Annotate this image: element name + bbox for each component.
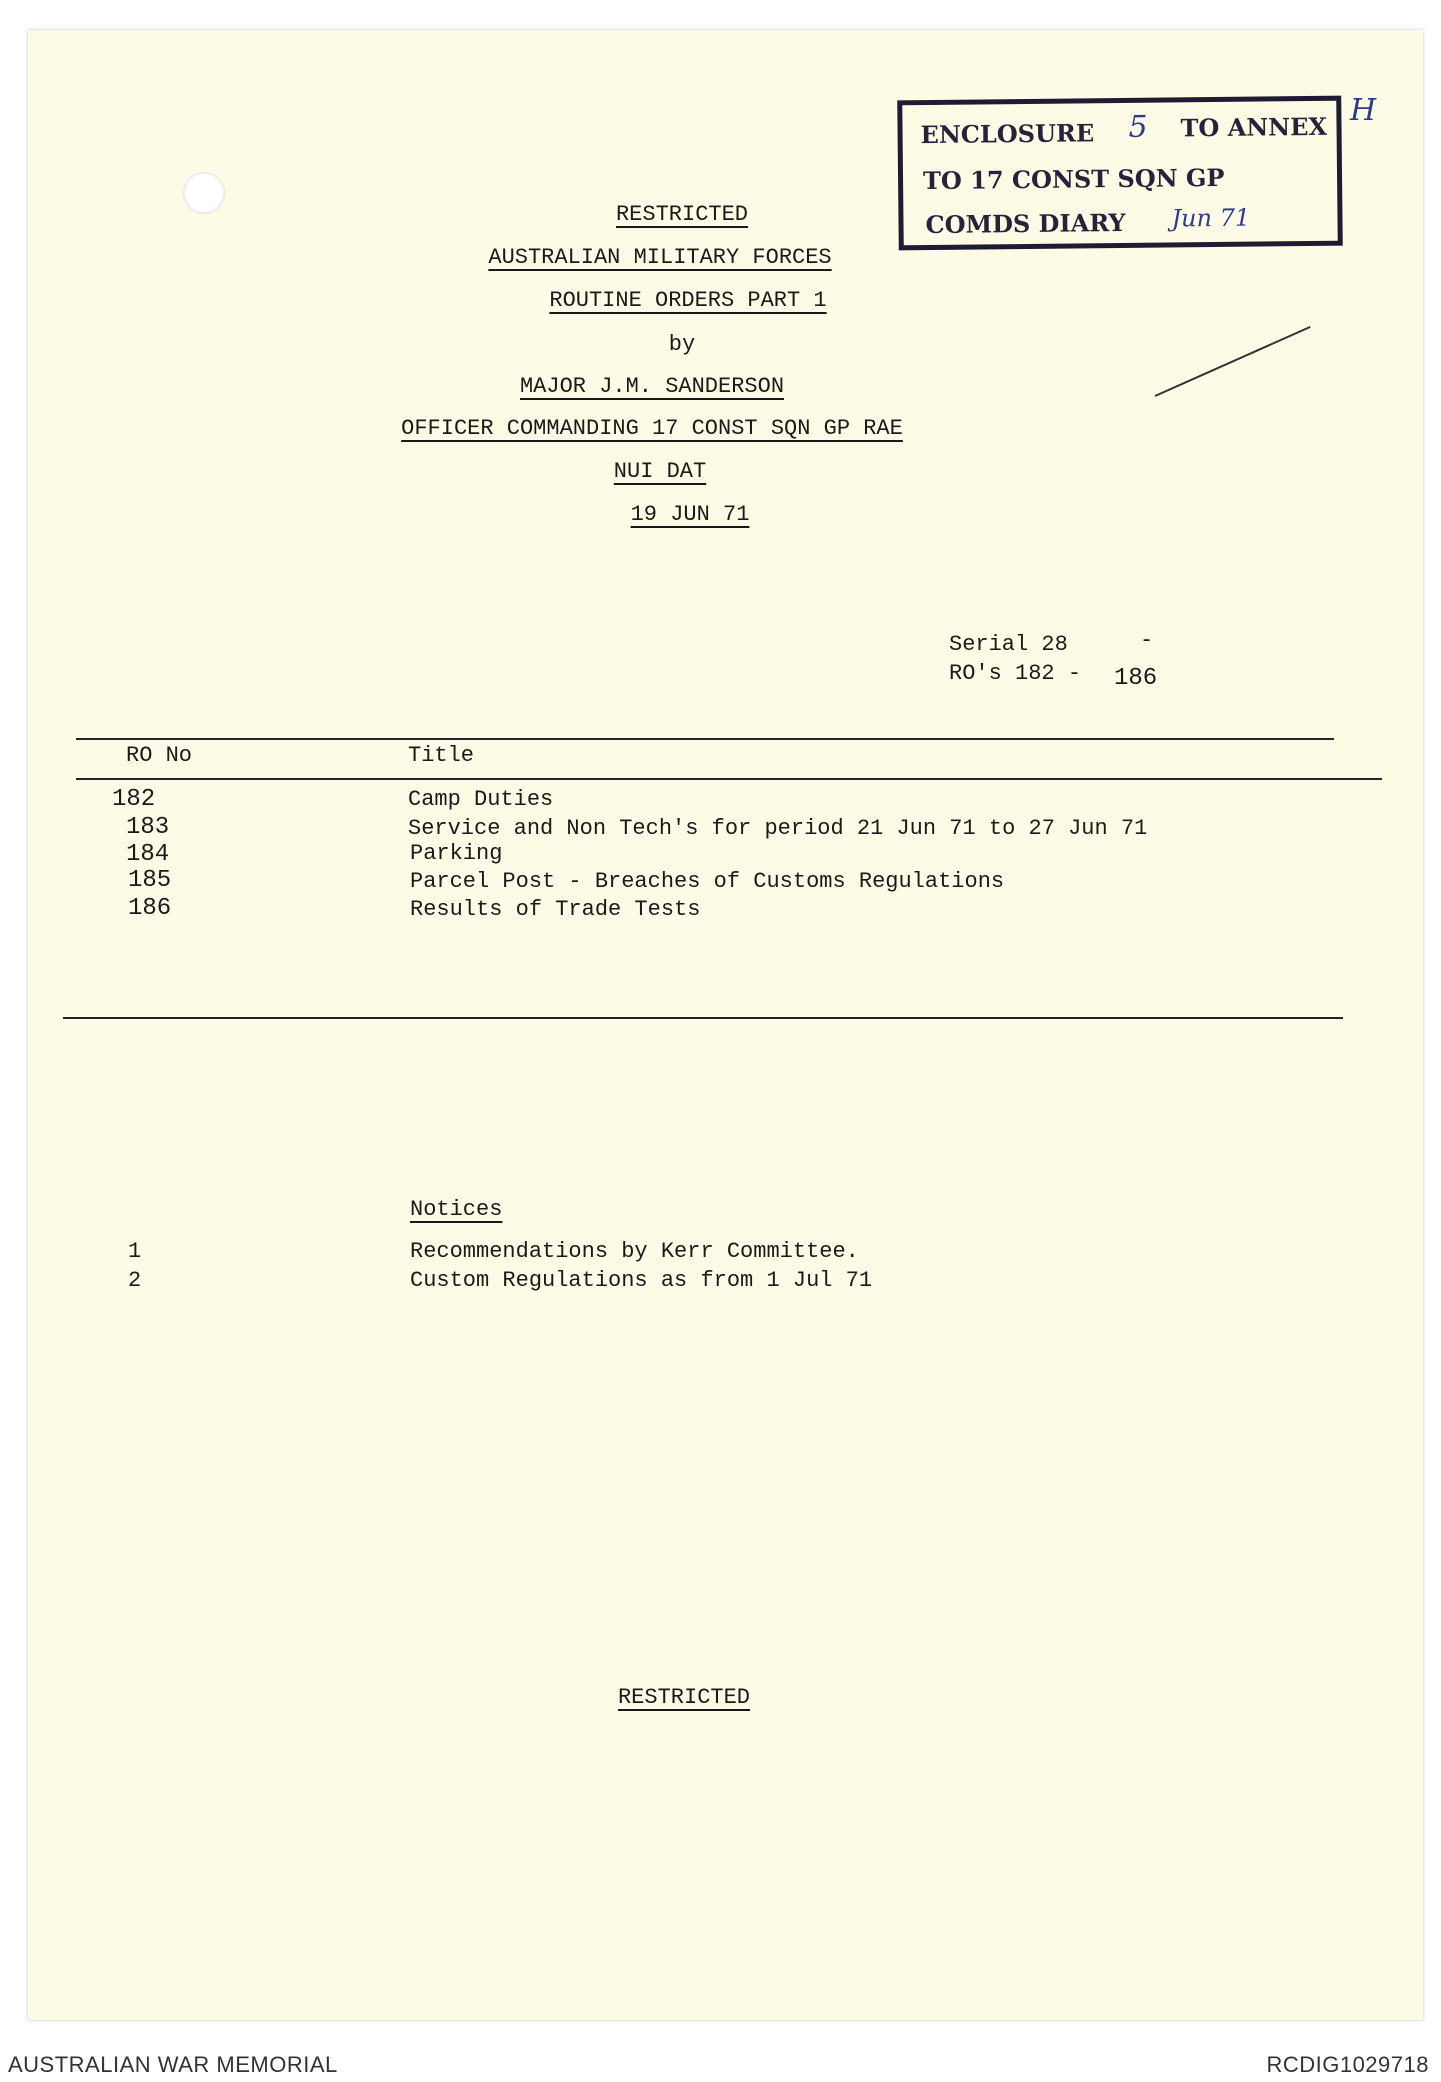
- notice-title-1: Recommendations by Kerr Committee.: [410, 1239, 859, 1264]
- header-line-6: NUI DAT: [613, 459, 707, 484]
- stamp-enclosure-number: 5: [1128, 109, 1148, 145]
- column-header-ro-no: RO No: [126, 743, 193, 768]
- table-top-rule: [76, 738, 1334, 740]
- ro-number-183: 183: [126, 814, 170, 841]
- header-line-7: 19 JUN 71: [630, 502, 750, 527]
- serial-ros: RO's 182 -: [949, 661, 1082, 686]
- table-bottom-rule: [63, 1017, 1343, 1019]
- enclosure-stamp: [897, 96, 1343, 251]
- header-line-1: AUSTRALIAN MILITARY FORCES: [488, 245, 832, 270]
- ro-number-182: 182: [112, 786, 156, 813]
- stamp-line-1b: TO ANNEX: [1180, 111, 1328, 143]
- notice-title-2: Custom Regulations as from 1 Jul 71: [410, 1268, 873, 1293]
- punch-hole: [183, 172, 225, 214]
- notice-number-2: 2: [128, 1268, 142, 1293]
- notice-number-1: 1: [128, 1239, 142, 1264]
- table-header-rule: [76, 778, 1382, 780]
- header-line-3: by: [668, 332, 696, 357]
- classification-top: RESTRICTED: [615, 202, 749, 227]
- ro-number-184: 184: [126, 841, 170, 868]
- ro-number-186: 186: [128, 895, 172, 922]
- serial-ros-end: 186: [1114, 665, 1158, 692]
- stamp-line-1a: ENCLOSURE: [920, 118, 1095, 150]
- stamp-line-2: TO 17 CONST SQN GP: [922, 162, 1225, 196]
- archive-id: RCDIG1029718: [1266, 2052, 1429, 2077]
- ro-title-183: Service and Non Tech's for period 21 Jun 71 to 27 Jun 71: [408, 816, 1148, 841]
- ro-title-186: Results of Trade Tests: [410, 897, 701, 922]
- ro-title-182: Camp Duties: [408, 787, 554, 812]
- column-header-title: Title: [408, 743, 475, 768]
- ro-title-185: Parcel Post - Breaches of Customs Regulations: [410, 869, 1005, 894]
- ro-title-184: Parking: [410, 841, 503, 866]
- classification-bottom: RESTRICTED: [617, 1685, 751, 1710]
- header-line-4: MAJOR J.M. SANDERSON: [519, 374, 785, 399]
- notices-heading: Notices: [410, 1197, 503, 1222]
- serial-label: Serial 28: [949, 632, 1068, 657]
- serial-dash-mark: -: [1140, 628, 1154, 653]
- header-line-5: OFFICER COMMANDING 17 CONST SQN GP RAE: [401, 416, 903, 441]
- ro-number-185: 185: [128, 867, 172, 894]
- document-page: [28, 30, 1423, 2020]
- header-line-2: ROUTINE ORDERS PART 1: [549, 288, 827, 313]
- stamp-line-3: COMDS DIARY: [925, 207, 1126, 240]
- archive-credit: AUSTRALIAN WAR MEMORIAL: [8, 2052, 338, 2077]
- annex-handwritten-mark: H: [1350, 93, 1377, 128]
- stamp-handwritten-date: Jun 71: [1171, 203, 1251, 233]
